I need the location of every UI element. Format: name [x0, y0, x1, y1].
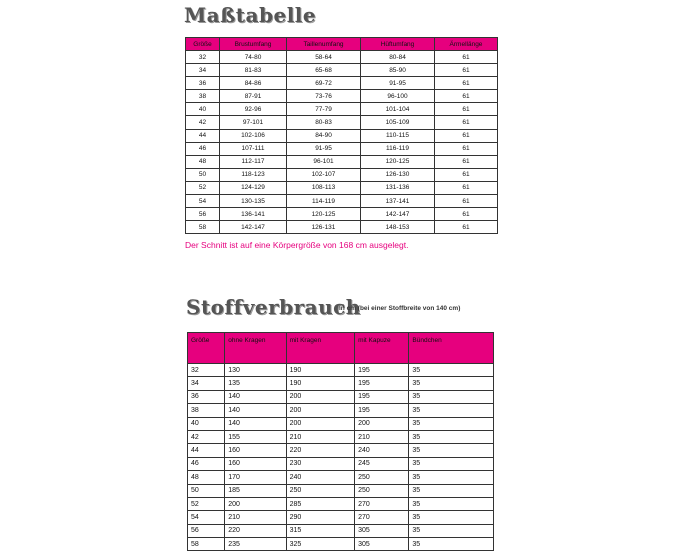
table-cell: 42 — [186, 116, 220, 129]
table-cell: 131-136 — [361, 181, 435, 194]
table-cell: 32 — [188, 364, 225, 377]
table-row — [188, 430, 494, 443]
table-cell: 130-135 — [220, 195, 287, 208]
table-cell: 54 — [186, 195, 220, 208]
table-cell: 61 — [435, 221, 498, 234]
table-cell: 35 — [409, 417, 494, 430]
column-header: Ärmellänge — [435, 38, 498, 51]
table-cell: 61 — [435, 142, 498, 155]
stoffverbrauch-title: Stoffverbrauch — [186, 295, 361, 319]
table-row — [188, 404, 494, 417]
table-cell: 61 — [435, 208, 498, 221]
table-cell: 35 — [409, 471, 494, 484]
table-cell: 46 — [186, 142, 220, 155]
table-cell: 325 — [286, 538, 354, 551]
table-cell: 114-119 — [287, 195, 361, 208]
table-cell: 40 — [188, 417, 225, 430]
table-row — [186, 155, 498, 168]
table-cell: 200 — [286, 417, 354, 430]
table-cell: 135 — [225, 377, 286, 390]
table-cell: 285 — [286, 497, 354, 510]
table-cell: 58 — [188, 538, 225, 551]
table-cell: 58-64 — [287, 51, 361, 64]
column-header: ohne Kragen — [225, 333, 286, 364]
table-cell: 52 — [186, 181, 220, 194]
table-cell: 118-123 — [220, 168, 287, 181]
table-cell: 65-68 — [287, 64, 361, 77]
table-cell: 195 — [355, 404, 409, 417]
measurement-header-row — [186, 38, 498, 51]
table-row — [188, 511, 494, 524]
table-cell: 305 — [355, 538, 409, 551]
table-cell: 220 — [225, 524, 286, 537]
table-cell: 200 — [355, 417, 409, 430]
table-cell: 96-101 — [287, 155, 361, 168]
table-cell: 315 — [286, 524, 354, 537]
table-row — [186, 181, 498, 194]
table-cell: 112-117 — [220, 155, 287, 168]
table-cell: 61 — [435, 51, 498, 64]
table-cell: 44 — [188, 444, 225, 457]
table-row — [188, 538, 494, 551]
table-cell: 50 — [188, 484, 225, 497]
table-cell: 126-131 — [287, 221, 361, 234]
table-row — [186, 129, 498, 142]
table-cell: 36 — [186, 77, 220, 90]
table-cell: 61 — [435, 90, 498, 103]
fabric-consumption-table — [187, 332, 494, 551]
table-cell: 61 — [435, 103, 498, 116]
table-cell: 91-95 — [287, 142, 361, 155]
table-cell: 81-83 — [220, 64, 287, 77]
table-cell: 305 — [355, 524, 409, 537]
masstabelle-title: Maßtabelle — [184, 3, 317, 27]
table-cell: 35 — [409, 484, 494, 497]
table-cell: 240 — [286, 471, 354, 484]
table-cell: 126-130 — [361, 168, 435, 181]
table-cell: 124-129 — [220, 181, 287, 194]
table-cell: 270 — [355, 511, 409, 524]
table-row — [188, 497, 494, 510]
table-cell: 36 — [188, 390, 225, 403]
table-cell: 101-104 — [361, 103, 435, 116]
table-row — [188, 484, 494, 497]
table-row — [186, 90, 498, 103]
table-cell: 107-111 — [220, 142, 287, 155]
column-header: Bündchen — [409, 333, 494, 364]
table-cell: 61 — [435, 168, 498, 181]
table-cell: 195 — [355, 377, 409, 390]
table-cell: 40 — [186, 103, 220, 116]
table-cell: 185 — [225, 484, 286, 497]
table-cell: 105-109 — [361, 116, 435, 129]
table-cell: 46 — [188, 457, 225, 470]
table-cell: 80-84 — [361, 51, 435, 64]
table-cell: 250 — [355, 484, 409, 497]
body-height-note: Der Schnitt ist auf eine Körpergröße von 168 cm ausgelegt. — [185, 240, 409, 250]
table-cell: 35 — [409, 404, 494, 417]
table-cell: 195 — [355, 364, 409, 377]
table-row — [188, 524, 494, 537]
column-header: Größe — [186, 38, 220, 51]
table-row — [188, 444, 494, 457]
table-cell: 48 — [188, 471, 225, 484]
table-cell: 160 — [225, 457, 286, 470]
table-cell: 136-141 — [220, 208, 287, 221]
table-cell: 56 — [188, 524, 225, 537]
table-cell: 80-83 — [287, 116, 361, 129]
table-cell: 190 — [286, 377, 354, 390]
table-cell: 270 — [355, 497, 409, 510]
table-cell: 108-113 — [287, 181, 361, 194]
table-row — [188, 417, 494, 430]
table-cell: 140 — [225, 417, 286, 430]
table-cell: 61 — [435, 195, 498, 208]
column-header: mit Kapuze — [355, 333, 409, 364]
table-cell: 61 — [435, 129, 498, 142]
table-cell: 61 — [435, 155, 498, 168]
table-cell: 35 — [409, 430, 494, 443]
table-cell: 91-95 — [361, 77, 435, 90]
table-cell: 190 — [286, 364, 354, 377]
column-header: Hüftumfang — [361, 38, 435, 51]
table-cell: 77-79 — [287, 103, 361, 116]
table-row — [188, 377, 494, 390]
column-header: Größe — [188, 333, 225, 364]
table-cell: 140 — [225, 390, 286, 403]
table-cell: 140 — [225, 404, 286, 417]
table-cell: 34 — [186, 64, 220, 77]
table-row — [186, 142, 498, 155]
table-cell: 73-76 — [287, 90, 361, 103]
table-cell: 34 — [188, 377, 225, 390]
table-cell: 35 — [409, 364, 494, 377]
table-cell: 245 — [355, 457, 409, 470]
table-cell: 96-100 — [361, 90, 435, 103]
table-cell: 210 — [286, 430, 354, 443]
table-cell: 44 — [186, 129, 220, 142]
table-cell: 35 — [409, 497, 494, 510]
table-cell: 200 — [286, 404, 354, 417]
table-cell: 35 — [409, 457, 494, 470]
table-cell: 84-86 — [220, 77, 287, 90]
table-row — [188, 471, 494, 484]
table-cell: 102-106 — [220, 129, 287, 142]
table-cell: 230 — [286, 457, 354, 470]
table-row — [186, 208, 498, 221]
table-cell: 61 — [435, 64, 498, 77]
table-cell: 102-107 — [287, 168, 361, 181]
table-cell: 97-101 — [220, 116, 287, 129]
table-cell: 35 — [409, 377, 494, 390]
table-row — [186, 168, 498, 181]
table-row — [186, 103, 498, 116]
table-cell: 250 — [355, 471, 409, 484]
table-cell: 137-141 — [361, 195, 435, 208]
table-row — [186, 64, 498, 77]
table-cell: 87-91 — [220, 90, 287, 103]
table-cell: 35 — [409, 511, 494, 524]
table-cell: 38 — [188, 404, 225, 417]
table-cell: 61 — [435, 181, 498, 194]
table-cell: 250 — [286, 484, 354, 497]
table-cell: 116-119 — [361, 142, 435, 155]
table-cell: 74-80 — [220, 51, 287, 64]
table-cell: 210 — [225, 511, 286, 524]
fabric-header-row — [188, 333, 494, 364]
table-cell: 290 — [286, 511, 354, 524]
table-cell: 35 — [409, 524, 494, 537]
table-row — [186, 116, 498, 129]
table-cell: 69-72 — [287, 77, 361, 90]
table-cell: 142-147 — [220, 221, 287, 234]
table-cell: 240 — [355, 444, 409, 457]
table-cell: 56 — [186, 208, 220, 221]
table-cell: 155 — [225, 430, 286, 443]
table-cell: 85-90 — [361, 64, 435, 77]
table-cell: 130 — [225, 364, 286, 377]
table-row — [188, 390, 494, 403]
table-cell: 235 — [225, 538, 286, 551]
column-header: Taillenumfang — [287, 38, 361, 51]
table-cell: 200 — [286, 390, 354, 403]
table-cell: 61 — [435, 116, 498, 129]
table-row — [188, 364, 494, 377]
table-cell: 142-147 — [361, 208, 435, 221]
table-cell: 54 — [188, 511, 225, 524]
table-cell: 92-96 — [220, 103, 287, 116]
table-cell: 120-125 — [287, 208, 361, 221]
table-cell: 148-153 — [361, 221, 435, 234]
table-cell: 42 — [188, 430, 225, 443]
table-cell: 48 — [186, 155, 220, 168]
column-header: Brustumfang — [220, 38, 287, 51]
table-cell: 50 — [186, 168, 220, 181]
table-cell: 35 — [409, 390, 494, 403]
table-cell: 84-90 — [287, 129, 361, 142]
table-cell: 35 — [409, 538, 494, 551]
table-cell: 35 — [409, 444, 494, 457]
table-cell: 32 — [186, 51, 220, 64]
table-cell: 160 — [225, 444, 286, 457]
measurement-table — [185, 37, 498, 234]
table-row — [186, 221, 498, 234]
table-row — [186, 77, 498, 90]
table-cell: 120-125 — [361, 155, 435, 168]
table-row — [186, 195, 498, 208]
table-cell: 38 — [186, 90, 220, 103]
column-header: mit Kragen — [286, 333, 354, 364]
table-cell: 61 — [435, 77, 498, 90]
stoffverbrauch-subtitle: in cm (bei einer Stoffbreite von 140 cm) — [339, 305, 461, 312]
table-cell: 220 — [286, 444, 354, 457]
table-cell: 58 — [186, 221, 220, 234]
table-cell: 195 — [355, 390, 409, 403]
table-cell: 170 — [225, 471, 286, 484]
table-cell: 200 — [225, 497, 286, 510]
table-row — [186, 51, 498, 64]
table-cell: 52 — [188, 497, 225, 510]
table-row — [188, 457, 494, 470]
table-cell: 210 — [355, 430, 409, 443]
table-cell: 110-115 — [361, 129, 435, 142]
